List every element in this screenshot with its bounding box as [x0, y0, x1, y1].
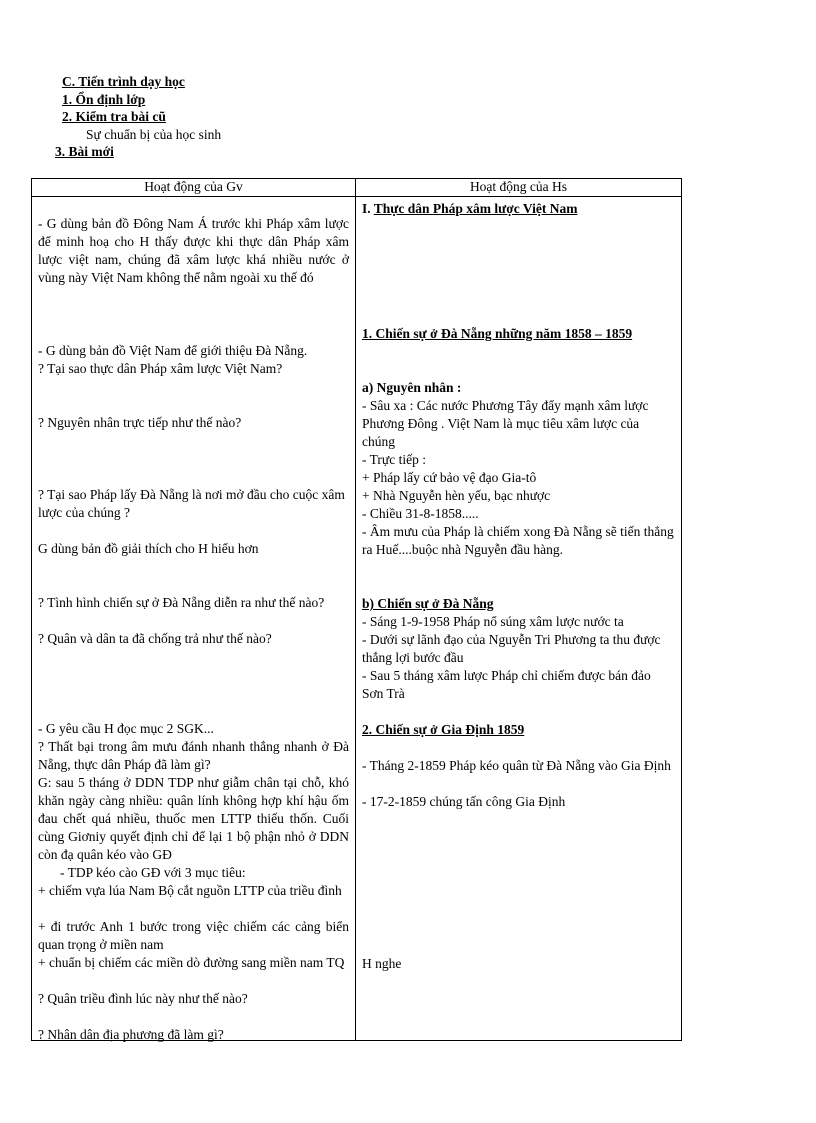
- gv-question: ? Nguyên nhân trực tiếp như thế nào?: [38, 415, 242, 430]
- hs-heading: I. Thực dân Pháp xâm lược Việt Nam: [362, 201, 578, 216]
- hs-text: - Chiều 31-8-1858.....: [362, 506, 479, 521]
- section-title: C. Tiến trình dạy học: [62, 74, 185, 89]
- hs-text: - Âm mưu của Pháp là chiếm xong Đà Nẵng sẽ tiến thẳng ra Huế....buộc nhà Nguyễn đầu hàng.: [362, 524, 674, 557]
- teacher-column-header: Hoạt động của Gv: [32, 179, 356, 197]
- hs-subheading: a) Nguyên nhân :: [362, 380, 462, 395]
- hs-text: - Trực tiếp :: [362, 452, 426, 467]
- gv-question: ? Thất bại trong âm mưu đánh nhanh thắng nhanh ở Đà Nẵng, thực dân Pháp đã làm gì?: [38, 739, 349, 772]
- hs-text: + Pháp lấy cứ bảo vệ đạo Gia-tô: [362, 470, 537, 485]
- gv-paragraph: - G dùng bản đồ Việt Nam để giới thiệu Đà Nẵng.: [38, 343, 308, 358]
- gv-paragraph: - G dùng bản đồ Đông Nam Á trước khi Pháp xâm lược để minh hoạ cho H thấy được khi thực dân Pháp xâm lược việt nam, chúng đã xâm lược khá nhiều nước ở vùng này Việt Nam không thể nằm ngoài xu thế đó: [38, 216, 349, 285]
- hs-text: - 17-2-1859 chúng tấn công Gia Định: [362, 794, 566, 809]
- hs-text: - Tháng 2-1859 Pháp kéo quân từ Đà Nẵng vào Gia Định: [362, 758, 671, 773]
- gv-question: ? Quân triều đình lúc này như thế nào?: [38, 991, 248, 1006]
- activity-table: [31, 178, 682, 1041]
- gv-paragraph: G: sau 5 tháng ở DDN TDP như giẫm chân tại chỗ, khó khăn ngày càng nhiều: quân lính không hợp khí hậu ốm đau chết quá nhiều, thuốc men LTTP thiếu thốn. Cuối cùng Giơniy quyết định chỉ để lại 1 bộ phận nhỏ ở DDN còn đạ quân kéo vào GĐ: [38, 775, 349, 862]
- step-1: 1. Ổn định lớp: [62, 91, 146, 107]
- step-2: 2. Kiểm tra bài cũ: [62, 109, 166, 124]
- gv-paragraph: + đi trước Anh 1 bước trong việc chiếm các cảng biển quan trọng ở miền nam: [38, 919, 349, 952]
- hs-text: + Nhà Nguyễn hèn yếu, bạc nhược: [362, 488, 551, 503]
- gv-question: ? Nhân dân địa phương đã làm gì?: [38, 1027, 224, 1042]
- hs-heading: 1. Chiến sự ở Đà Nẵng những năm 1858 – 1859: [362, 326, 633, 341]
- gv-paragraph: - TDP kéo cào GĐ với 3 mục tiêu:: [60, 865, 246, 880]
- hs-text: - Dưới sự lãnh đạo của Nguyễn Tri Phương ta thu được thắng lợi bước đầu: [362, 632, 661, 665]
- gv-paragraph: + chuẩn bị chiếm các miền dò đường sang miền nam TQ: [38, 955, 345, 970]
- gv-question: ? Tại sao Pháp lấy Đà Nẵng là nơi mở đầu cho cuộc xâm lược của chúng ?: [38, 487, 345, 520]
- hs-heading: 2. Chiến sự ở Gia Định 1859: [362, 722, 525, 737]
- gv-question: ? Tại sao thực dân Pháp xâm lược Việt Nam?: [38, 361, 283, 376]
- step-2-text: Sự chuẩn bị của học sinh: [86, 126, 222, 142]
- gv-paragraph: - G yêu cầu H đọc mục 2 SGK...: [38, 721, 214, 736]
- gv-paragraph: + chiếm vựa lúa Nam Bộ cắt nguồn LTTP của triều đình: [38, 883, 342, 898]
- student-cell: [356, 197, 682, 1041]
- hs-subheading: b) Chiến sự ở Đà Nẵng: [362, 596, 494, 611]
- gv-question: ? Tình hình chiến sự ở Đà Nẵng diễn ra như thế nào?: [38, 595, 325, 610]
- teacher-cell: [32, 197, 356, 1041]
- hs-text: - Sáng 1-9-1958 Pháp nổ súng xâm lược nước ta: [362, 614, 624, 629]
- step-3: 3. Bài mới: [55, 144, 114, 159]
- gv-question: ? Quân và dân ta đã chống trả như thế nào?: [38, 631, 272, 646]
- hs-text: - Sau 5 tháng xâm lược Pháp chỉ chiếm được bán đảo Sơn Trà: [362, 668, 651, 701]
- hs-text: H nghe: [362, 956, 402, 971]
- student-column-header: Hoạt động của Hs: [356, 179, 682, 197]
- lesson-heading: [55, 73, 222, 161]
- gv-paragraph: G dùng bản đồ giải thích cho H hiểu hơn: [38, 541, 259, 556]
- hs-text: - Sâu xa : Các nước Phương Tây đẩy mạnh xâm lược Phương Đông . Việt Nam là mục tiêu xâm lược của chúng: [362, 398, 649, 449]
